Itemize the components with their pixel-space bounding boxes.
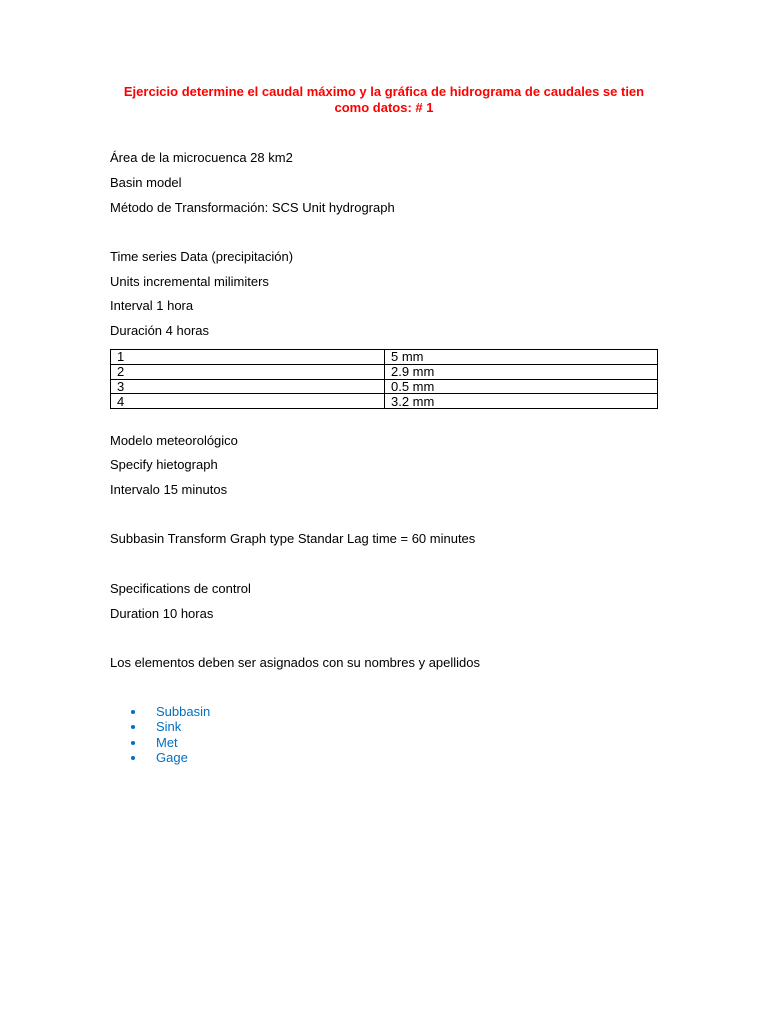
list-item-label: Subbasin [156,704,211,719]
table-cell-value: 5 mm [385,350,658,365]
bullet-icon [131,725,135,729]
title-line-2: como datos: # 1 [334,99,434,115]
title-line-1: Ejercicio determine el caudal máximo y la gráfica de hidrograma de caudales se tien [123,84,645,99]
met-interval-text: Intervalo 15 minutos [110,482,228,497]
elements-note-text: Los elementos deben ser asignados con su nombres y apellidos [110,655,481,670]
table-cell-value: 3.2 mm [385,394,658,409]
list-item-label: Gage [156,749,188,765]
table-cell-hour: 4 [111,394,385,409]
table-cell-hour: 2 [111,364,385,379]
met-model-text: Modelo meteorológico [110,433,238,448]
bullet-icon [131,756,135,760]
bullet-icon [131,741,135,745]
elements-list [130,704,210,765]
interval-text: Interval 1 hora [110,298,194,313]
table-cell-value: 2.9 mm [385,364,658,379]
table-row [111,379,658,394]
table-row [111,350,658,365]
list-item [130,750,210,765]
basin-model-text: Basin model [110,175,182,190]
units-text: Units incremental milimiters [110,274,269,289]
bullet-icon [131,710,135,714]
control-duration-text: Duration 10 horas [110,606,214,621]
precipitation-table [110,349,658,409]
table-row [111,364,658,379]
table-row [111,394,658,409]
transform-method-text: Método de Transformación: SCS Unit hydrograph [110,200,395,215]
time-series-text: Time series Data (precipitación) [110,249,294,264]
table-cell-value: 0.5 mm [385,379,658,394]
list-item-label: Met [156,734,178,750]
table-cell-hour: 1 [111,350,385,365]
list-item-label: Sink [156,719,182,735]
table-cell-hour: 3 [111,379,385,394]
hietograph-text: Specify hietograph [110,457,218,472]
list-item [130,704,210,719]
list-item [130,735,210,750]
duration-text: Duración 4 horas [110,323,209,338]
area-text: Área de la microcuenca 28 km2 [110,150,293,165]
list-item [130,719,210,734]
subbasin-transform-text: Subbasin Transform Graph type Standar Lag time = 60 minutes [110,531,476,546]
exercise-title [110,84,658,115]
control-specs-text: Specifications de control [110,581,251,596]
